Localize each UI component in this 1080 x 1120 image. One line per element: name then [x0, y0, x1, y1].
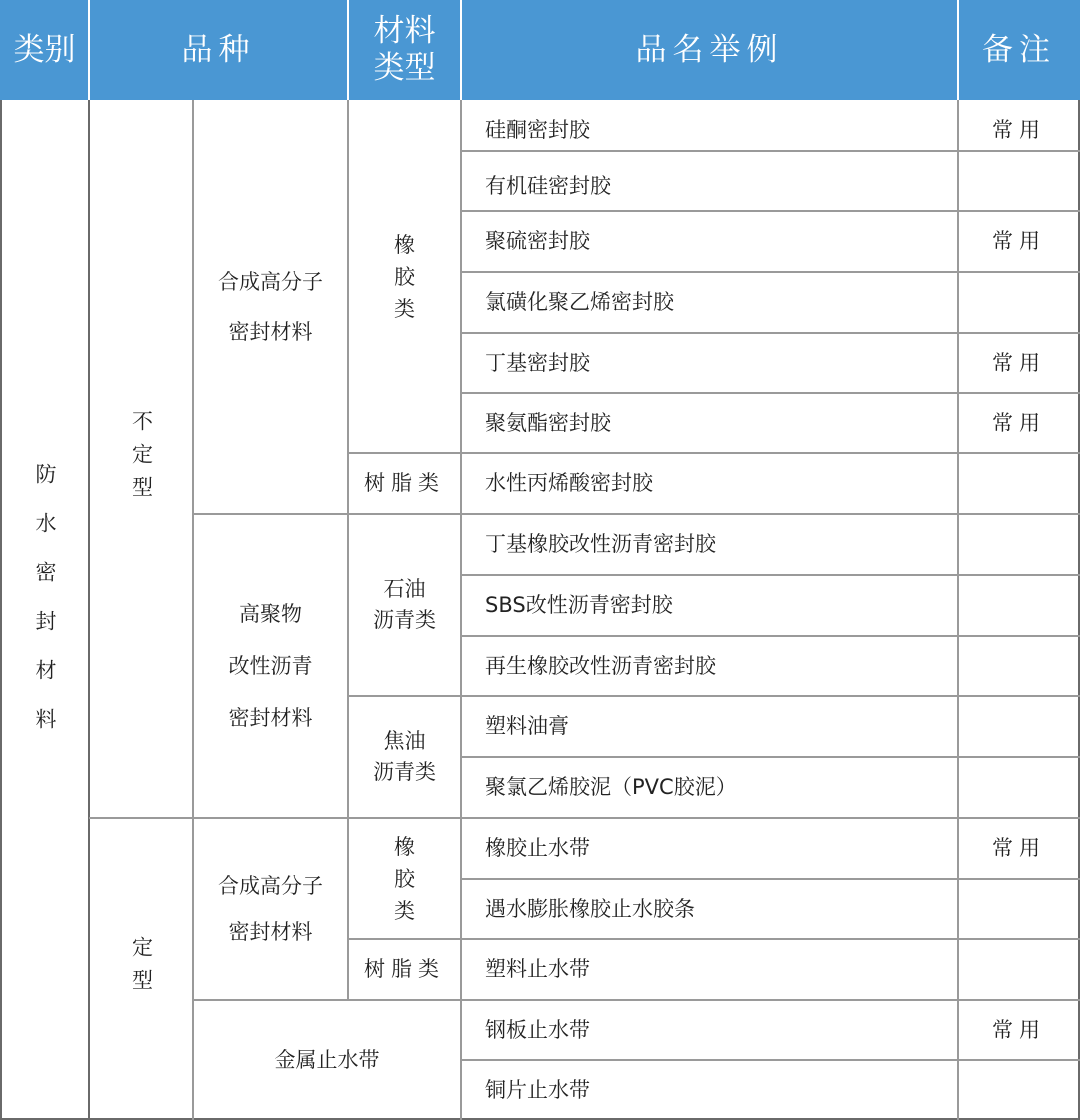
grid-hline: [461, 635, 1080, 637]
product-name: 聚氯乙烯胶泥（PVC胶泥）: [485, 775, 737, 799]
grid-hline: [461, 332, 1080, 334]
product-name: 氯磺化聚乙烯密封胶: [485, 290, 674, 314]
remark-cell: [958, 1060, 1080, 1120]
product-name: 钢板止水带: [485, 1017, 590, 1042]
subgroup-metal-waterstop: 金属止水带: [274, 1047, 380, 1072]
remark-cell: [958, 757, 1080, 818]
grid-hline: [348, 695, 1080, 697]
category-label: 防水密封材料: [33, 463, 57, 757]
remark-cell: [958, 696, 1080, 757]
material-type-petroleum-asphalt: 石油 沥青类: [373, 577, 436, 632]
border-left: [0, 100, 2, 1120]
remark-cell: [958, 636, 1080, 696]
grid-hline: [461, 150, 1080, 152]
header-divider: [347, 0, 349, 100]
grid-hline: [461, 392, 1080, 394]
header-divider: [957, 0, 959, 100]
product-name: 水性丙烯酸密封胶: [485, 471, 653, 495]
grid-hline: [461, 574, 1080, 576]
product-name: 遇水膨胀橡胶止水胶条: [485, 896, 695, 921]
product-name: 塑料止水带: [485, 957, 590, 981]
grid-vline: [88, 100, 90, 1120]
variety-label-shaped: 定型: [129, 936, 154, 1002]
remark-cell: 常用: [992, 118, 1046, 142]
grid-hline: [193, 513, 1080, 515]
remark-cell: 常用: [992, 410, 1046, 435]
remark-cell: 常用: [992, 229, 1046, 253]
grid-vline: [347, 100, 349, 1000]
product-name: 有机硅密封胶: [485, 173, 611, 198]
material-type-resin-1: 树脂类: [364, 471, 445, 495]
header-remark: 备注: [958, 0, 1080, 100]
remark-cell: 常用: [992, 1017, 1046, 1042]
grid-hline: [461, 756, 1080, 758]
remark-cell: [958, 272, 1080, 333]
header-divider: [88, 0, 90, 100]
variety-cell-unshaped: [89, 100, 193, 818]
remark-cell: [958, 453, 1080, 514]
product-name: 丁基密封胶: [485, 350, 590, 375]
material-type-rubber-2: 橡 胶 类: [394, 834, 415, 923]
remark-cell: 常用: [992, 836, 1046, 860]
grid-hline: [348, 452, 1080, 454]
product-name: 橡胶止水带: [485, 836, 590, 860]
header-divider: [460, 0, 462, 100]
product-name: 硅酮密封胶: [485, 118, 590, 142]
header-material-type: 材料 类型: [348, 0, 461, 100]
variety-label-unshaped: 不定型: [129, 409, 154, 509]
header-category: 类别: [0, 0, 89, 100]
grid-hline: [461, 210, 1080, 212]
variety-cell-shaped: [89, 818, 193, 1120]
remark-cell: [958, 939, 1080, 1000]
header-product-examples: 品名举例: [461, 0, 958, 100]
remark-cell: [958, 161, 1080, 211]
grid-vline: [192, 100, 194, 1120]
product-name: 再生橡胶改性沥青密封胶: [485, 653, 716, 678]
grid-hline: [461, 878, 1080, 880]
product-name: 丁基橡胶改性沥青密封胶: [485, 532, 716, 556]
subgroup-synthetic-polymer-1: 合成高分子 密封材料: [218, 270, 323, 344]
product-name: 聚氨酯密封胶: [485, 410, 611, 435]
remark-cell: [958, 879, 1080, 939]
material-type-rubber-1: 橡 胶 类: [394, 232, 415, 321]
product-name: 塑料油膏: [485, 714, 569, 738]
subgroup-synthetic-polymer-2: 合成高分子 密封材料: [218, 874, 323, 944]
grid-hline: [348, 938, 1080, 940]
grid-hline: [461, 271, 1080, 273]
product-name: 铜片止水带: [485, 1077, 590, 1102]
material-type-resin-2: 树脂类: [364, 957, 445, 981]
grid-hline: [89, 817, 1080, 819]
grid-hline: [461, 1059, 1080, 1061]
remark-cell: [958, 514, 1080, 575]
grid-vline: [460, 100, 462, 1120]
product-name: SBS改性沥青密封胶: [485, 593, 673, 617]
remark-cell: 常用: [992, 350, 1046, 375]
grid-vline: [957, 100, 959, 1120]
grid-hline: [193, 999, 1080, 1001]
material-type-tar-asphalt: 焦油 沥青类: [373, 729, 436, 784]
remark-cell: [958, 575, 1080, 636]
product-name: 聚硫密封胶: [485, 229, 590, 253]
subgroup-modified-asphalt: 高聚物 改性沥青 密封材料: [228, 602, 313, 730]
header-variety: 品种: [89, 0, 348, 100]
category-cell: [0, 100, 89, 1120]
